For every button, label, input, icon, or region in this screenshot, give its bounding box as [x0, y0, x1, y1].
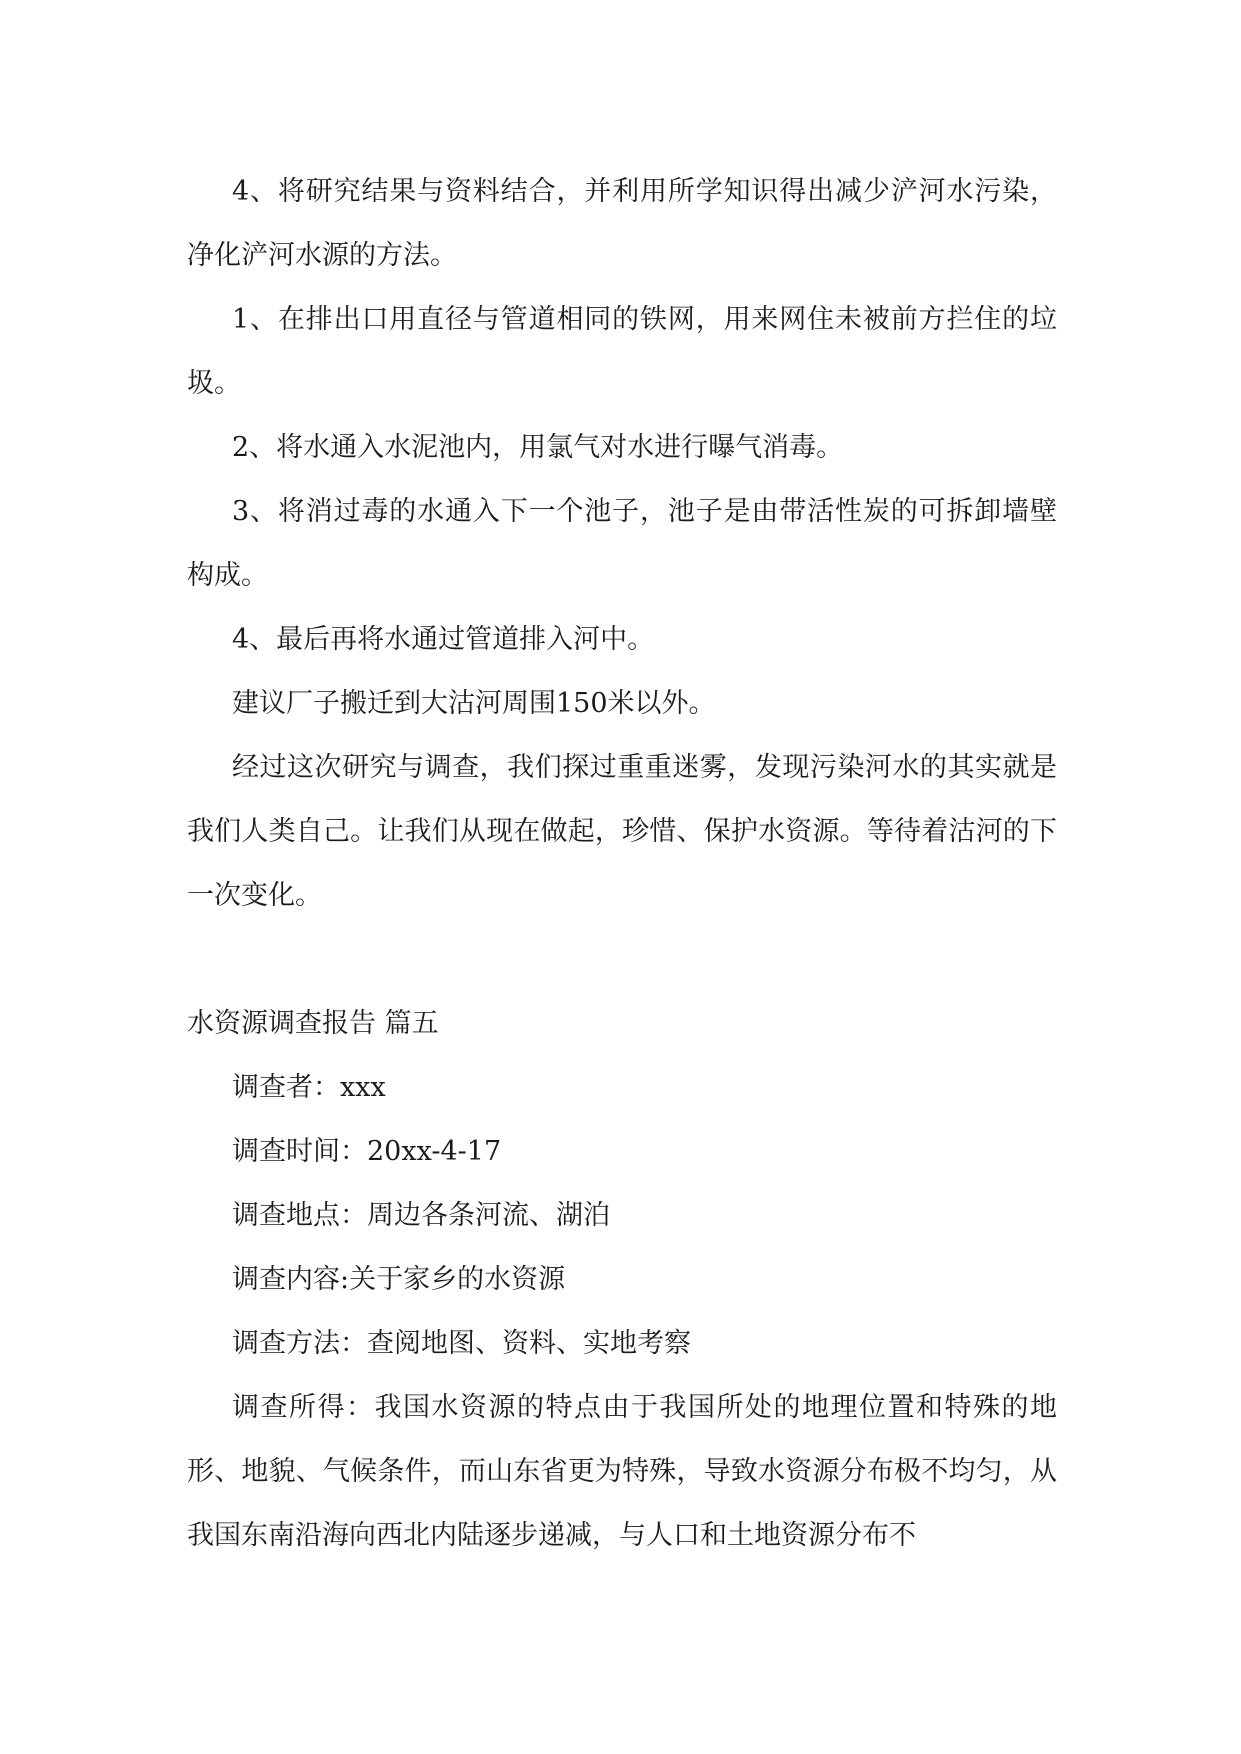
- paragraph-survey-location: 调查地点：周边各条河流、湖泊: [232, 1200, 610, 1231]
- paragraph-suggestion: 建议厂子搬迁到大沽河周围150米以外。: [232, 688, 716, 719]
- paragraph-survey-content: 调查内容:关于家乡的水资源: [232, 1264, 566, 1295]
- paragraph-survey-time: 调查时间：20xx-4-17: [232, 1136, 502, 1167]
- document-body: [187, 160, 1057, 1568]
- section-gap: [187, 928, 1057, 992]
- paragraph-step-4: 4、最后再将水通过管道排入河中。: [232, 624, 655, 655]
- paragraph-method-summary: 4、将研究结果与资料结合，并利用所学知识得出减少浐河水污染，净化浐河水源的方法。: [187, 176, 1057, 271]
- paragraph-step-3: 3、将消过毒的水通入下一个池子，池子是由带活性炭的可拆卸墙壁构成。: [187, 496, 1057, 591]
- paragraph-survey-findings: 调查所得：我国水资源的特点由于我国所处的地理位置和特殊的地形、地貌、气候条件，而山东省更为特殊，导致水资源分布极不均匀，从我国东南沿海向西北内陆逐步递减，与人口和土地资源分布不: [187, 1392, 1057, 1551]
- paragraph-investigator: 调查者：xxx: [232, 1072, 386, 1103]
- paragraph-step-1: 1、在排出口用直径与管道相同的铁网，用来网住未被前方拦住的垃圾。: [187, 304, 1057, 399]
- paragraph-step-2: 2、将水通入水泥池内，用氯气对水进行曝气消毒。: [232, 432, 844, 463]
- paragraph-conclusion: 经过这次研究与调查，我们探过重重迷雾，发现污染河水的其实就是我们人类自己。让我们从现在做起，珍惜、保护水资源。等待着沽河的下一次变化。: [187, 752, 1057, 911]
- paragraph-survey-method: 调查方法：查阅地图、资料、实地考察: [232, 1328, 691, 1359]
- section-title: 水资源调查报告 篇五: [187, 1008, 439, 1039]
